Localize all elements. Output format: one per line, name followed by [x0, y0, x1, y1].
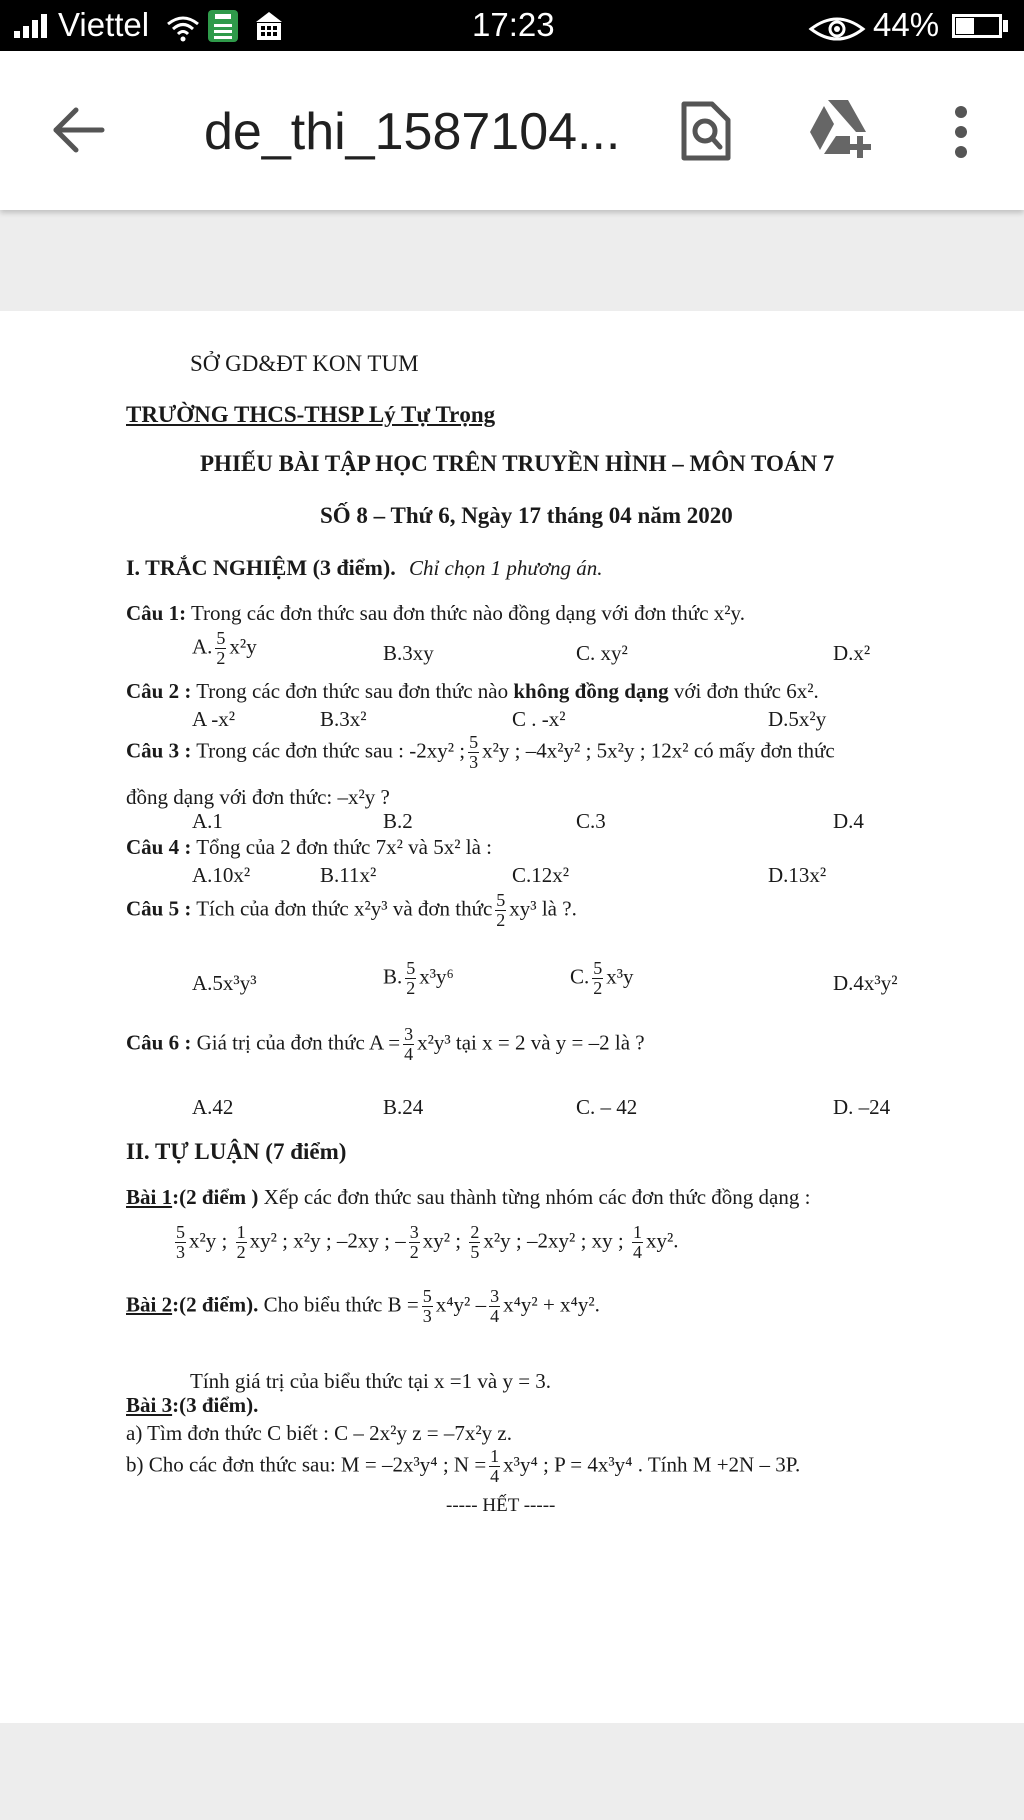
q3-option-a[interactable]: A.1	[192, 809, 223, 833]
q5-option-a[interactable]: A.5x³y³	[192, 971, 257, 995]
end-marker: ----- HẾT -----	[446, 1495, 556, 1516]
q1-option-b[interactable]: B.3xy	[383, 641, 434, 665]
dept-name: SỞ GD&ĐT KON TUM	[190, 351, 419, 376]
clock: 17:23	[472, 6, 555, 43]
eye-icon	[808, 13, 866, 41]
question-1: Câu 1: Trong các đơn thức sau đơn thức nào đồng dạng với đơn thức x²y.	[126, 601, 745, 625]
add-to-drive-button[interactable]	[806, 96, 876, 162]
q1-option-a[interactable]: A. $\frac{5}{2}$ x²y	[192, 628, 257, 668]
q5-option-c[interactable]: C. $\frac{5}{2}$ x³y	[570, 958, 634, 998]
q5-option-b[interactable]: B. $\frac{5}{2}$ x³y⁶	[383, 958, 454, 998]
q6-option-c[interactable]: C. – 42	[576, 1095, 638, 1119]
section1-heading: I. TRẮC NGHIỆM (3 điểm). Chỉ chọn 1 phương án.	[126, 555, 603, 580]
carrier-name: Viettel	[58, 6, 150, 43]
find-in-document-button[interactable]	[678, 100, 734, 164]
q3-option-b[interactable]: B.2	[383, 809, 413, 833]
q2-option-c[interactable]: C . -x²	[512, 707, 566, 731]
status-bar	[0, 0, 1024, 51]
battery-tip	[1003, 20, 1008, 32]
exercise-1: Bài 1:(2 điểm ) Xếp các đơn thức sau thành từng nhóm các đơn thức đồng dạng :	[126, 1185, 811, 1209]
signal-icon	[14, 14, 52, 38]
question-4: Câu 4 : Tổng của 2 đơn thức 7x² và 5x² là :	[126, 835, 492, 859]
exercise-3-a: a) Tìm đơn thức C biết : C – 2x²y z = –7x²y z.	[126, 1421, 512, 1445]
question-3: Câu 3 : Trong các đơn thức sau : -2xy² ; $\frac{5}{3}$ x²y ; –4x²y² ; 5x²y ; 12x² có mấy đơn thức	[126, 732, 835, 772]
q4-option-c[interactable]: C.12x²	[512, 863, 570, 887]
q1-option-c[interactable]: C. xy²	[576, 641, 628, 665]
wifi-icon	[166, 12, 200, 40]
worksheet-subtitle: SỐ 8 – Thứ 6, Ngày 17 tháng 04 năm 2020	[320, 503, 733, 528]
question-5: Câu 5 : Tích của đơn thức x²y³ và đơn thức $\frac{5}{2}$ xy³ là ?.	[126, 890, 577, 930]
exercise-3-b: b) Cho các đơn thức sau: M = –2x³y⁴ ; N = $\frac{1}{4}$ x³y⁴ ; P = 4x³y⁴ . Tính M +2N – 3P.	[126, 1446, 801, 1486]
find-in-document-icon	[678, 100, 734, 164]
exercise-1-terms: $\frac{5}{3}$ x²y ; $\frac{1}{2}$ xy² ; x²y ; –2xy ; – $\frac{3}{2}$ xy² ; $\frac{2}{5}$ x²y ; –2xy² ; xy ; $\frac{1}{4}$ xy².	[176, 1222, 679, 1262]
q6-option-b[interactable]: B.24	[383, 1095, 424, 1119]
document-title: de_thi_1587104...	[204, 103, 621, 161]
q4-option-d[interactable]: D.13x²	[768, 863, 827, 887]
battery-icon	[952, 14, 1002, 38]
more-vert-icon	[950, 105, 972, 159]
q2-option-d[interactable]: D.5x²y	[768, 707, 827, 731]
q6-option-a[interactable]: A.42	[192, 1095, 234, 1119]
document-page[interactable]	[0, 311, 1024, 1723]
more-options-button[interactable]	[950, 105, 972, 159]
exercise-2-task: Tính giá trị của biểu thức tại x =1 và y = 3.	[190, 1369, 552, 1393]
q3-option-d[interactable]: D.4	[833, 809, 864, 833]
q2-option-a[interactable]: A -x²	[192, 707, 236, 731]
battery-percent: 44%	[873, 6, 940, 43]
section2-heading: II. TỰ LUẬN (7 điểm)	[126, 1139, 347, 1164]
question-2: Câu 2 : Trong các đơn thức sau đơn thức nào không đồng dạng với đơn thức 6x².	[126, 679, 819, 703]
q3-option-c[interactable]: C.3	[576, 809, 606, 833]
q4-option-a[interactable]: A.10x²	[192, 863, 251, 887]
q6-option-d[interactable]: D. –24	[833, 1095, 891, 1119]
exercise-2: Bài 2:(2 điểm). Cho biểu thức B = $\frac{5}{3}$ x⁴y² – $\frac{3}{4}$ x⁴y² + x⁴y².	[126, 1286, 600, 1326]
exercise-3: Bài 3:(3 điểm).	[126, 1393, 259, 1417]
q1-option-d[interactable]: D.x²	[833, 641, 871, 665]
school-name: TRƯỜNG THCS-THSP Lý Tự Trọng	[126, 402, 496, 427]
back-button[interactable]	[50, 105, 106, 155]
bank-app-icon	[254, 10, 284, 42]
q4-option-b[interactable]: B.11x²	[320, 863, 377, 887]
drive-add-icon	[806, 96, 876, 162]
q2-option-b[interactable]: B.3x²	[320, 707, 367, 731]
worksheet-title: PHIẾU BÀI TẬP HỌC TRÊN TRUYỀN HÌNH – MÔN TOÁN 7	[200, 451, 835, 476]
calculator-app-icon	[208, 10, 238, 42]
app-toolbar	[0, 51, 1024, 210]
question-6: Câu 6 : Giá trị của đơn thức A = $\frac{3}{4}$ x²y³ tại x = 2 và y = –2 là ?	[126, 1024, 645, 1064]
back-arrow-icon	[50, 105, 106, 155]
q5-option-d[interactable]: D.4x³y²	[833, 971, 898, 995]
question-3-line2: đồng dạng với đơn thức: –x²y ?	[126, 785, 390, 809]
